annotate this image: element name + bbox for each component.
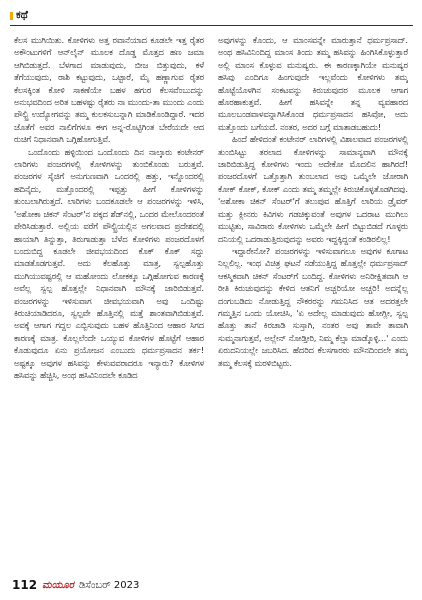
- paragraph: ಅವುಗಳನ್ನು ಕೊಂದು, ಆ ಮಾಂಸವನ್ನೇ ಮಾರುತ್ತಾನೆ ಧರ್ಮಪ್ರಸಾದ್. ಅಂಥ ಹಸಿವಿನಿಂದಿದ್ದ ಮಾಂಸ ತಿಂದು ತಮ್ಮ ಹಸಿವನ್ನು ಹಿಂಗಿಸಿಕೊಳ್ಳುತ್ತಾರೆ ಅಲ್ಲಿ ಮಾಂಸ ಕೊಳ್ಳುವ ಮನುಷ್ಯರು. ಈ ಕಾರಣಕ್ಕಾಗಿಯೇ ಮನುಷ್ಯರ ಹಸಿವು ಎಂದಿಗೂ ಹಿಂಗುವುದೇ ಇಲ್ಲವೆಂದು ಕೋಳಿಗಳು ತಮ್ಮ ಹೊಟ್ಟೆಯೊಳಗಿನ ಸಂಕಟವನ್ನು ಕಿರುಚುವುದರ ಮೂಲಕ ಆಗಾಗ ಹೊರಹಾಕುತ್ತವೆ. ಹೀಗೆ ಹಸಿವನ್ನೇ ತನ್ನ ವ್ಯವಹಾರದ ಮೂಲಬಂಡವಾಳವನ್ನಾಗಿಸಿಕೊಂಡ ಧರ್ಮಪ್ರಸಾದನ ಹಸಿವೋ, ಅದು ಮತ್ತೊಂದು ಬಗೆಯದೆ. ನಂತರ, ಅದರ ಬಗ್ಗೆ ಮಾತಾಡಬಹುದು!: [218, 35, 408, 132]
- paragraph: ಕೆಲಸ ಮುಗಿಯಿತು. ಕೋಳಿಗಳು ಅತ್ತ ರವಾನೆಯಾದ ಕೂಡಲೇ ಇತ್ತ ರೈತರ ಅಕೌಂಟುಗಳಿಗೆ ಆನ್‌ಲೈನ್ ಮೂಲಕ ದೊಡ್ಡ ಮೊತ್ತದ ಹಣ ಜಮಾ ಆಗಿಬಿಡುತ್ತದೆ. ಬೆಳಗಾದ ಮಾಡುವುದು, ಬೀಜ ಬಿತ್ತುವುದು, ಕಳೆ ತೆಗೆಯುವುದು, ರಾಶಿ ಕಟ್ಟುವುದು, ಒಟ್ಟಾರೆ, ಮೈ ಹಣ್ಣಾಗುವ ರೈತರ ಕೆಲಸಕ್ಕಿಂತ ಕೋಳಿ ಸಾಕಣೆಯೇ ಬಹಳ ಹಗುರ ಕೆಲಸವೆಂಬುದನ್ನು ಅನುಭವದಿಂದ ಅರಿತ ಬಹಳಷ್ಟು ರೈತರು ನಾ ಮುಂದು-ತಾ ಮುಂದು ಎಂದು ಪೌಲ್ಟ್ರಿ ಉದ್ಯೋಗವನ್ನು ತಮ್ಮ ಕುಲಕಸುಬನ್ನಾಗಿ ಮಾಡಿಕೊಂಡಿದ್ದಾರೆ. ಇದರ ಜೊತೆಗೆ ಅವರ ನಾಲಿಗೆಗಳೂ ಈಗ ಅನ್ನ-ರೊಟ್ಟಿಗಿಂತ ಬೇರೆಯದೇ ಆದ ರುಚಿಗೆ ನಿಧಾನವಾಗಿ ಒಗ್ಗಿಹೋಗುತ್ತಿವೆ.: [14, 35, 204, 145]
- page-number: 112: [12, 578, 38, 592]
- magazine-logo: ಮಯೂರ: [42, 579, 74, 591]
- section-label: ಕಥೆ: [16, 9, 28, 21]
- issue-date: ಡಿಸೆಂಬರ್ 2023: [78, 579, 140, 591]
- text-column-right: [218, 34, 408, 570]
- header-divider: [10, 25, 413, 26]
- paragraph: ಒಂದೊಂದು ಹಳ್ಳಿಯಿಂದ ಒಂದೊಂದು ದಿನ ನಾಲ್ಕಾರು ಕಂಟೇನರ್ ಲಾರಿಗಳು ಪಂಜರಗಳಲ್ಲಿ ಕೋಳಿಗಳನ್ನು ತುಂಬಿಕೊಂಡು ಬರುತ್ತವೆ. ಪಂಜರಗಳ ಸೈಜಿಗೆ ಅನುಗುಣವಾಗಿ ಒಂದರಲ್ಲಿ ಹತ್ತು, ಇನ್ನೊಂದರಲ್ಲಿ ಹದಿನೈದು, ಮತ್ತೊಂದರಲ್ಲಿ ಇಪ್ಪತ್ತು ಹೀಗೆ ಕೋಳಿಗಳನ್ನು ತುಂಬಲಾಗಿರುತ್ತದೆ. ಲಾರಿಗಳು ಬಂದಕೂಡಲೇ ಆ ಪಂಜರಗಳನ್ನು ಇಳಿಸಿ, 'ಅಶೋಕಾ ಚಿಕನ್ ಸೆಂಟರ್'ನ ಪಕ್ಕದ ಶೆಡ್‌ನಲ್ಲಿ, ಒಂದರ ಮೇಲೊಂದರಂತೆ ಪೇರಿಸಿಡುತ್ತಾರೆ. ಅಲ್ಲಿಯ ವರೆಗೆ ಪೌಲ್ಟ್ರಿಯಲ್ಲಿನ ಅಗಲವಾದ ಪ್ರದೇಶದಲ್ಲಿ ಹಾಯಾಗಿ ತಿನ್ನುತ್ತಾ, ತಿರುಗಾಡುತ್ತಾ ಬೆಳೆದ ಕೋಳಿಗಳು ಪಂಜರದೊಳಗೆ ಬಂದುಬಿದ್ದ ಕೂಡಲೇ ಜೀವಭಯದಿಂದ ಕೊಕ್ ಕೊಕ್ ಸದ್ದು ಮಾಡತೊಡಗುತ್ತವೆ. ಅದು ಕೆಲಹೊತ್ತು ಮಾತ್ರ, ಸ್ವಲ್ಪಹೊತ್ತು ಮುಗಿಯುವಷ್ಟರಲ್ಲಿ ಆ ಮಹೋಂದು ಲೋಕಕ್ಕೂ ಒಗ್ಗಿಹೋಗುವ ಕಾರಣಕ್ಕೆ ಅವೆಲ್ಲ ಸ್ವಲ್ಪ ಹೊತ್ತಲ್ಲೇ ನಿಧಾನವಾಗಿ ಮೌನಕ್ಕೆ ಜಾರಿಬಿಡುತ್ತವೆ. ಪಂಜರಗಳನ್ನು ಇಳಿಸುವಾಗ ಜೀವಭಯವಾಗಿ ಅವು ಒಂದಿಷ್ಟು ಕಿರುಚಿಯಾಡಿದರೂ, ಸ್ವಲ್ಪವೇ ಹೊತ್ತಿನಲ್ಲಿ ಮತ್ತೆ ಶಾಂತವಾಗಿಬಿಡುತ್ತವೆ. ಅವಕ್ಕೆ ಆಗಾಗ ಗದ್ದಲ ಎಬ್ಬಿಸುವುದು ಬಹಳ ಹೊತ್ತಿನಿಂದ ಆಹಾರ ಸಿಗದ ಕಾರಣಕ್ಕೆ ಮಾತ್ರ. ಕೊಲ್ಲಲೆಂದೇ ಒಯ್ಯುವ ಕೋಳಿಗಳ ಹೊಟ್ಟೆಗೆ ಆಹಾರ ಕೊಡುವುದೂ ಏನು ಪ್ರಯೋಜನ ಎಂಬುದು ಧರ್ಮಪ್ರಸಾದನ ತರ್ಕ! ಅಷ್ಟಕ್ಕೂ ಅವುಗಳ ಹಸಿವನ್ನು ಕೇಳುವವರಾದರೂ ಇನ್ಯಾರು? ಕೋಳಿಗಳ ಹಸಿವನ್ನು ಹೆಚ್ಚಿಸಿ, ಅಂಥ ಹಸಿವಿನಿಂದಲೇ ಕೂಡಿದ: [14, 146, 204, 380]
- text-column-left: [14, 34, 204, 570]
- paragraph: ಹಿಂದೆ ಹೇಳಿದಂತೆ ಕಂಟೇನರ್ ಲಾರಿಗಳಲ್ಲಿ ವಿಶಾಲವಾದ ಪಂಜರಗಳಲ್ಲಿ ತುಂಬಿಸಿಟ್ಟು ತರಲಾದ ಕೋಳಿಗಳನ್ನು ಸಾಮಾನ್ಯವಾಗಿ ಮೌನಕ್ಕೆ ಜಾರಿಬಿಡುತ್ತಿದ್ದ ಕೋಳಿಗಳು ಇಂದು ಅದೇಕೋ ಮೊದಲಿನ ಹಾಗಿರದೆ! ಪಂಜರದೊಳಗೆ ಒತ್ತೊತ್ತಾಗಿ ತುಂಬಲಾದ ಅವು ಒಮ್ಮೆಲೇ ಜೋರಾಗಿ ಕೋಕ್ ಕೋಕ್, ಕೋಕ್ ಎಂದು ತಮ್ಮ ತಮ್ಮಲ್ಲೇ ಕಿರುಚಿಕೊಳ್ಳತೊಡಗಿದವು. 'ಅಶೋಕಾ ಚಿಕನ್ ಸೆಂಟರ್'ಗೆ ತಲುಪುವ ಹೊತ್ತಿಗೆ ಲಾರಿಯ ಡ್ರೈವರ್ ಮತ್ತು ಕ್ಲೀನರು ಕಿವಿಗಳು ಗಡಚಿಕ್ಕುವಂತೆ ಅವುಗಳ ಒದರಾಟ ಮುಗಿಲು ಮುಟ್ಟಿತು, ಸಾವಿರಾರು ಕೋಳಿಗಳು ಒಮ್ಮೆಲೇ ಹೀಗೆ ಬಿಟ್ಟುಬಿಡದೆ ಗೂಳ್ಳರು ದನಿಯಲ್ಲಿ ಒದರಾಡುತ್ತಿರುವುದನ್ನು ಅವರು ಇದ್ದಕ್ಕಿದ್ದಂತೆ ಕಂಡಿರಲಿಲ್ಲ!: [218, 134, 408, 244]
- paragraph: ಇದ್ದಾರೇನೋ? ಪಂಜರಗಳನ್ನು ಇಳಿಸುವಾಗಲೂ ಅವುಗಳ ಕೂಗಾಟ ನಿಲ್ಲಲಿಲ್ಲ. ಇಂಥ ವಿಚಿತ್ರ ಘಟನೆ ನಡೆಯುತ್ತಿದ್ದ ಹೊತ್ತಲ್ಲೇ ಧರ್ಮಪ್ರಸಾದ್ ಆಕಸ್ಮಿಕವಾಗಿ ಚಿಕನ್ ಸೆಂಟರ್‌ಗೆ ಬಂದಿದ್ದ. ಕೋಳಿಗಳು ಅನಿರೀಕ್ಷಿತವಾಗಿ ಆ ರೀತಿ ಕಿರುಚುವುದನ್ನು ಕೇಳಿದ ಆತನಿಗೆ ಅಚ್ಚರಿಯೋ ಅಚ್ಚರಿ! ಅದನ್ನೆಲ್ಲ ದಂಗುಬಡಿದು ನೋಡುತ್ತಿದ್ದ ನೌಕರರನ್ನು ಗಮನಿಸಿದ ಆತ ಅದರತ್ತಲೇ ಗಮ್ಮತ್ತಿನ ಒಂದು ಯೋಚಿಸಿ, 'ಏ ಅದೇಲ್ಲ ಮಾಡುವುದು ಹೋಗ್ಲೀ, ಸ್ವಲ್ಪ ಹೊತ್ತು ತಾನೆ ಕಿರಚಾಡಿ ಸುಸ್ತಾಗಿ, ನಂತರ ಅವು ತಾವೇ ತಾವಾಗಿ ಸುಮ್ಮನಾಗುತ್ತವೆ, ಅಲ್ಲೇನ್ ನೋಡ್ತೀರಿ, ನಿಮ್ಮ ಕೆಲ್ಸಾ ಮಾಡ್ಕೊಳ್ಳಿ...' ಎಂದು ಏರುದನಿಯಲ್ಲೇ ಜಬರಿಸಿದ. ಹೆದರಿದ ಕೆಲಸಗಾರರು ಮೌನದಿಂದಲೇ ತಮ್ಮ ತಮ್ಮ ಕೆಲಸಕ್ಕೆ ಮರಳಿಬಿಟ್ಟರು.: [218, 245, 408, 368]
- section-accent-mark: [10, 12, 13, 20]
- page-footer: [12, 578, 139, 592]
